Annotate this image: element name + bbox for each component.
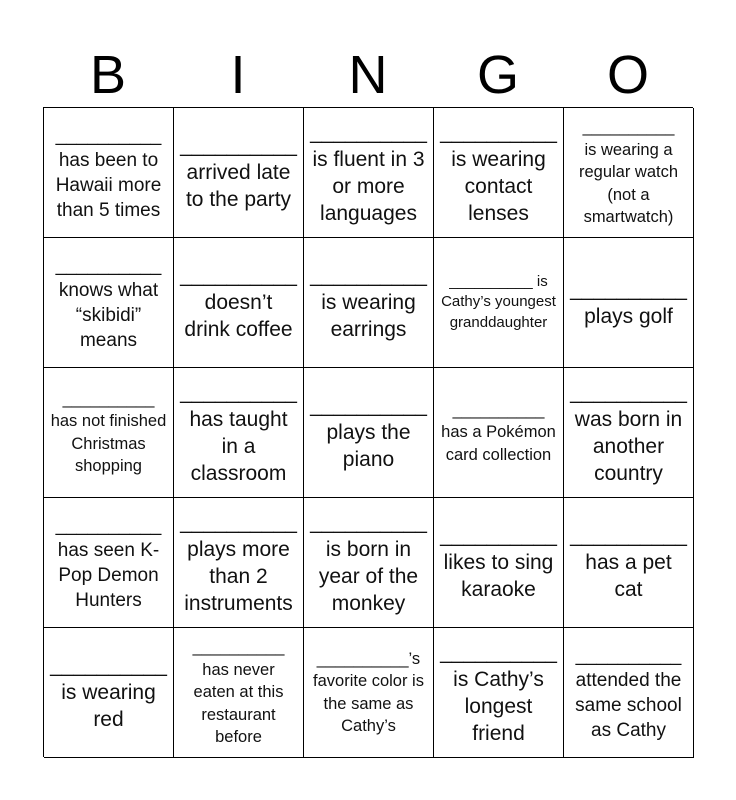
cell-text: __________ plays golf xyxy=(570,277,687,328)
bingo-cell[interactable] xyxy=(564,238,694,368)
header-letter-g: G xyxy=(476,45,519,105)
bingo-cell[interactable] xyxy=(174,108,304,238)
bingo-cell[interactable] xyxy=(304,108,434,238)
bingo-cell[interactable] xyxy=(174,628,304,758)
bingo-cell[interactable] xyxy=(434,498,564,628)
cell-text: __________ was born in another country xyxy=(570,380,687,485)
cell-text: __________ is fluent in 3 or more languages xyxy=(310,120,427,225)
bingo-cell[interactable] xyxy=(434,108,564,238)
cell-text: __________ attended the same school as Cathy xyxy=(575,644,682,741)
cell-text: __________ knows what “skibidi” means xyxy=(55,254,162,351)
bingo-cell[interactable] xyxy=(304,498,434,628)
header-letter-b: B xyxy=(89,45,127,105)
bingo-cell[interactable] xyxy=(434,238,564,368)
bingo-cell[interactable] xyxy=(564,108,694,238)
cell-text: __________ doesn’t drink coffee xyxy=(180,264,297,341)
cell-text: __________ has taught in a classroom xyxy=(180,380,297,485)
cell-text: __________ is born in year of the monkey xyxy=(310,510,427,615)
cell-text: __________ is wearing a regular watch (not a smartwatch) xyxy=(578,118,679,227)
cell-text: __________ is wearing earrings xyxy=(310,264,427,341)
header-letter-n: N xyxy=(348,45,388,105)
bingo-cell[interactable] xyxy=(434,628,564,758)
cell-text: __________ has a Pokémon card collection xyxy=(441,400,556,464)
bingo-cell[interactable] xyxy=(44,498,174,628)
bingo-cell[interactable] xyxy=(174,238,304,368)
cell-text: __________ has seen K-Pop Demon Hunters xyxy=(55,514,162,611)
bingo-cell[interactable] xyxy=(564,498,694,628)
cell-text: __________ is Cathy’s longest friend xyxy=(440,640,557,745)
cell-text: __________ arrived late to the party xyxy=(180,134,297,211)
bingo-header xyxy=(43,44,693,106)
cell-text: __________’s favorite color is the same as Cathy’s xyxy=(313,649,424,735)
cell-text: __________ has never eaten at this restaurant before xyxy=(192,638,285,747)
bingo-cell[interactable] xyxy=(564,368,694,498)
cell-text: __________ has been to Hawaii more than 5 times xyxy=(55,124,162,221)
bingo-grid xyxy=(43,107,693,757)
cell-text: __________ is wearing red xyxy=(50,654,167,731)
bingo-cell[interactable] xyxy=(44,368,174,498)
bingo-cell[interactable] xyxy=(564,628,694,758)
header-letter-i: I xyxy=(230,45,246,105)
header-letter-o: O xyxy=(606,45,649,105)
cell-text: __________ is wearing contact lenses xyxy=(440,120,557,225)
cell-text: __________ has not finished Christmas shopping xyxy=(50,389,167,475)
cell-text: __________ is Cathy’s youngest granddaughter xyxy=(441,272,556,331)
cell-text: __________ plays more than 2 instruments xyxy=(180,510,297,615)
bingo-cell[interactable] xyxy=(174,368,304,498)
bingo-cell[interactable] xyxy=(304,238,434,368)
cell-text: __________ likes to sing karaoke xyxy=(440,524,557,601)
bingo-cell[interactable] xyxy=(44,628,174,758)
bingo-cell[interactable] xyxy=(304,368,434,498)
bingo-cell[interactable] xyxy=(44,108,174,238)
bingo-cell[interactable] xyxy=(304,628,434,758)
cell-text: __________ has a pet cat xyxy=(570,524,687,601)
bingo-cell[interactable] xyxy=(434,368,564,498)
bingo-cell[interactable] xyxy=(174,498,304,628)
bingo-cell[interactable] xyxy=(44,238,174,368)
cell-text: __________ plays the piano xyxy=(310,394,427,471)
